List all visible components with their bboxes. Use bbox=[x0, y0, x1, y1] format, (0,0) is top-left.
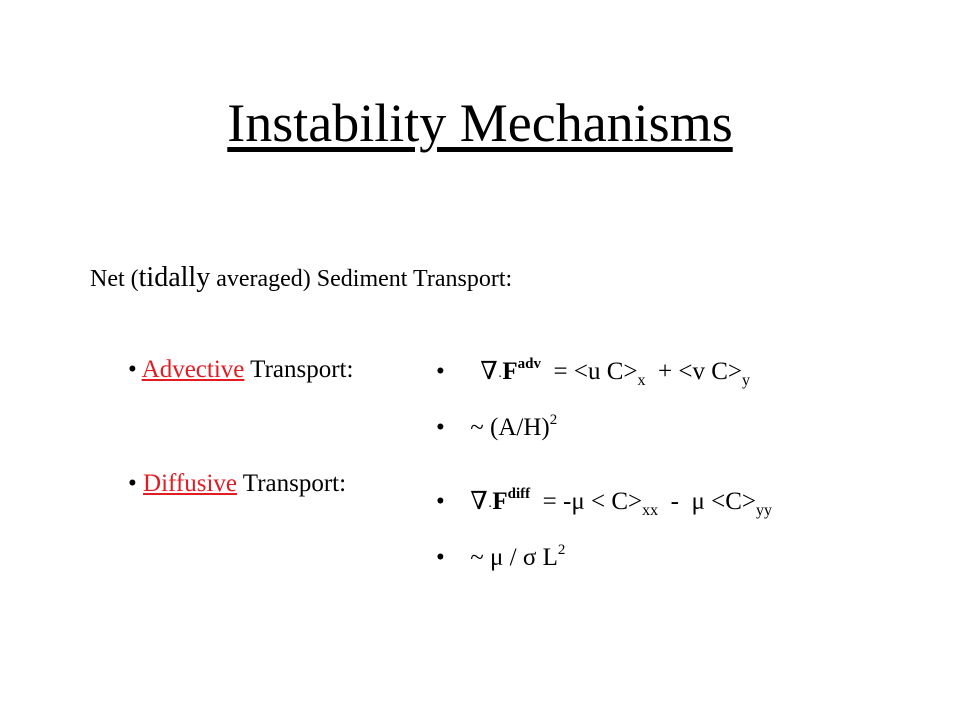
slide-title: Instability Mechanisms bbox=[227, 93, 733, 153]
bullet: • bbox=[128, 356, 137, 383]
equation-plus: + <v C> bbox=[645, 358, 742, 385]
bullet: • bbox=[128, 470, 137, 497]
dot-symbol: · bbox=[497, 370, 503, 385]
scaling-exponent: 2 bbox=[549, 412, 558, 428]
nabla-symbol: ∇ bbox=[480, 358, 498, 385]
subtitle-suffix: averaged) Sediment Transport: bbox=[210, 266, 513, 292]
scaling-exponent: 2 bbox=[557, 542, 566, 558]
equation-middle: = -μ < C> bbox=[530, 488, 643, 515]
flux-superscript: diff bbox=[507, 486, 531, 502]
equation-middle: = <u C> bbox=[541, 358, 638, 385]
advective-scaling bbox=[436, 414, 557, 442]
subscript-xx: xx bbox=[642, 502, 659, 519]
diffusive-label bbox=[128, 470, 346, 498]
flux-symbol: F bbox=[502, 358, 518, 385]
subtitle-prefix: Net ( bbox=[90, 266, 139, 292]
scaling-text: ~ μ / σ L bbox=[470, 544, 558, 571]
diffusive-rest: Transport: bbox=[237, 470, 347, 497]
flux-symbol: F bbox=[492, 488, 508, 515]
bullet: • bbox=[436, 358, 445, 385]
subtitle bbox=[90, 262, 512, 294]
dot-symbol: · bbox=[487, 500, 493, 515]
bullet: • bbox=[436, 488, 445, 515]
diffusive-flux-equation bbox=[436, 486, 772, 519]
diffusive-scaling bbox=[436, 544, 565, 572]
subscript-y: y bbox=[741, 372, 750, 389]
advective-flux-equation bbox=[436, 356, 750, 389]
subtitle-emph: tidally bbox=[138, 262, 211, 293]
advective-label bbox=[128, 356, 353, 384]
flux-superscript: adv bbox=[517, 356, 542, 372]
equation-minus: - μ <C> bbox=[658, 488, 756, 515]
diffusive-key: Diffusive bbox=[143, 470, 237, 497]
nabla-symbol: ∇ bbox=[470, 488, 488, 515]
bullet: • bbox=[436, 544, 445, 571]
subscript-yy: yy bbox=[755, 502, 772, 519]
subscript-x: x bbox=[637, 372, 646, 389]
advective-key: Advective bbox=[141, 356, 245, 383]
advective-rest: Transport: bbox=[244, 356, 354, 383]
scaling-text: ~ (A/H) bbox=[470, 414, 550, 441]
bullet: • bbox=[436, 414, 445, 441]
